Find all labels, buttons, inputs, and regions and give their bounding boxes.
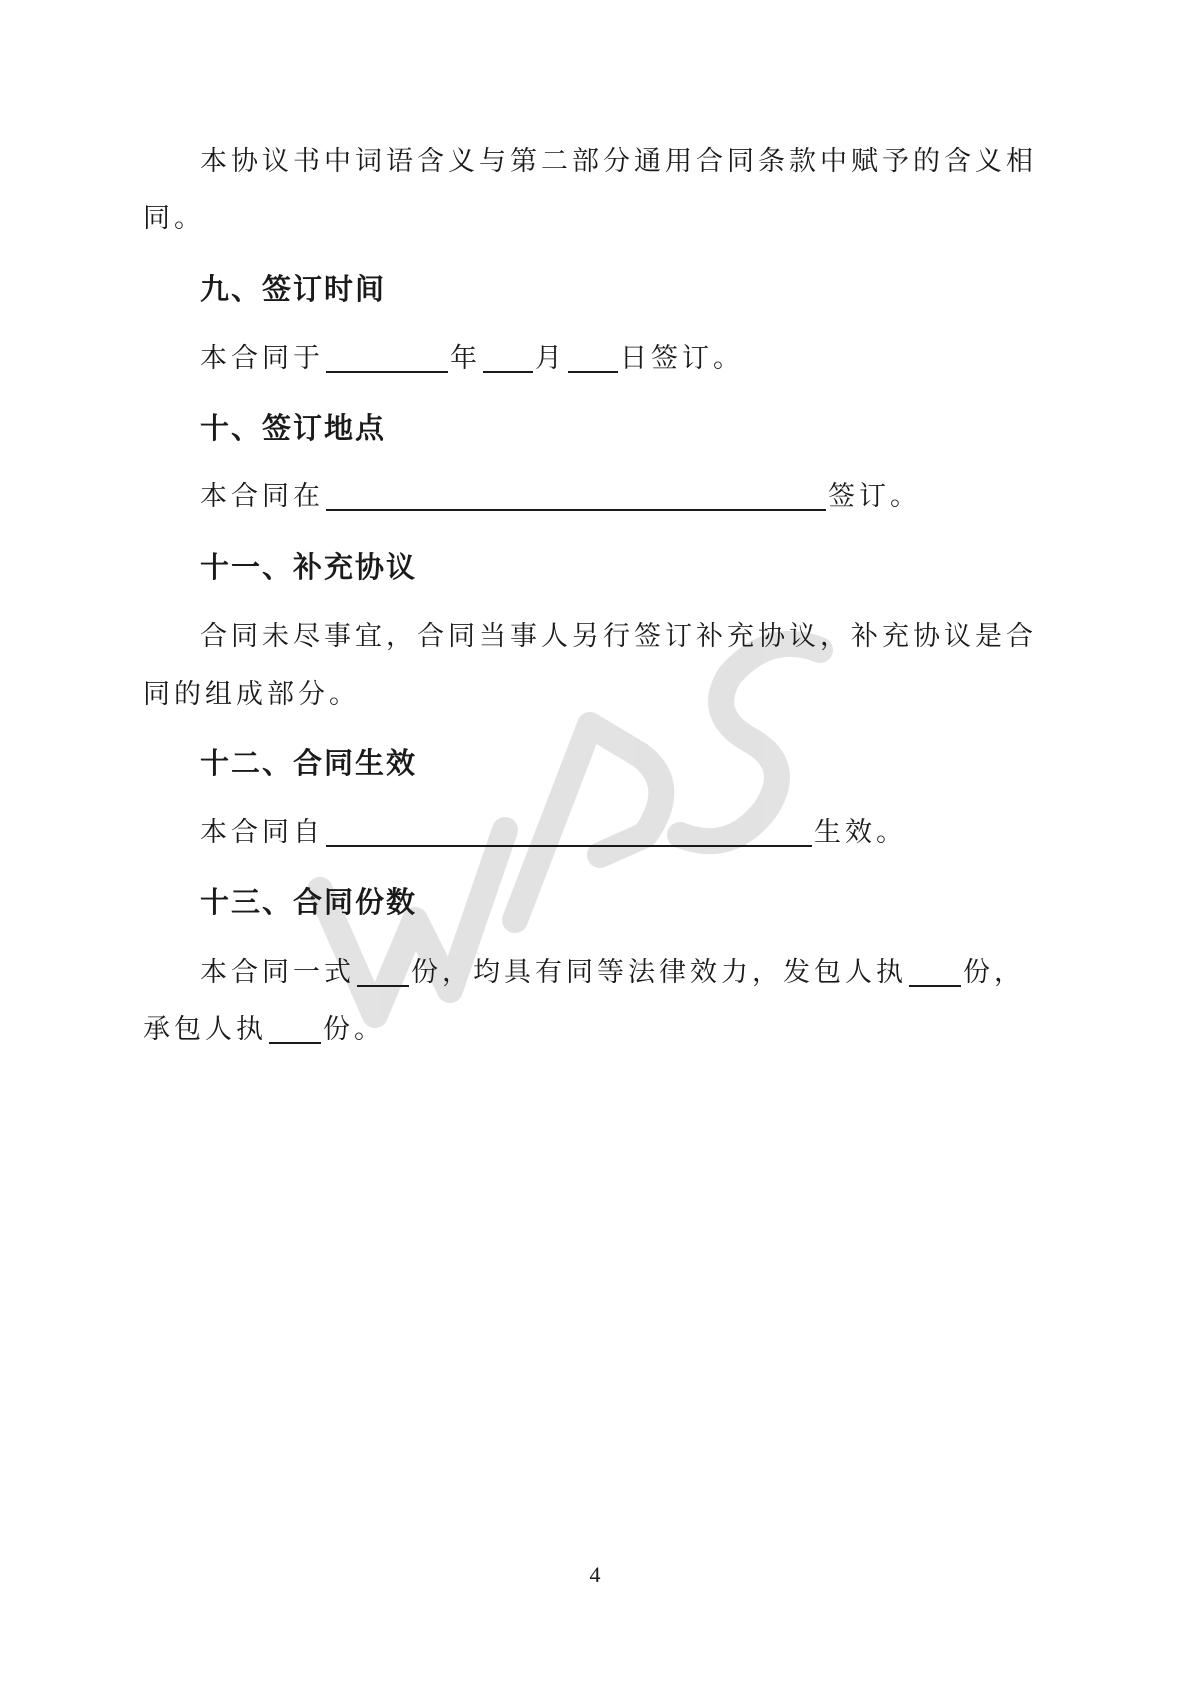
- signing-time-sentence: [200, 341, 744, 377]
- signing-month-label: 月: [535, 343, 566, 374]
- signing-place-blank[interactable]: [326, 479, 826, 511]
- signing-place-sentence: [200, 479, 921, 515]
- copies-employer-blank[interactable]: [909, 955, 961, 987]
- section-heading-contract-copies: 十三、合同份数: [200, 885, 418, 919]
- copies-contractor-suffix: 份。: [323, 1014, 385, 1045]
- copies-total-prefix: 本合同一式: [200, 957, 355, 988]
- effectiveness-suffix: 生效。: [814, 817, 907, 848]
- signing-day-blank[interactable]: [568, 341, 618, 373]
- effectiveness-condition-blank[interactable]: [326, 815, 812, 847]
- copies-total-blank[interactable]: [357, 955, 409, 987]
- copies-employer-suffix: 份，: [963, 957, 1025, 988]
- supplementary-paragraph-line2: 同的组成部分。: [143, 679, 360, 710]
- definition-paragraph-line2: 同。: [143, 203, 205, 234]
- signing-month-blank[interactable]: [483, 341, 533, 373]
- copies-employer-text: 份，均具有同等法律效力，发包人执: [411, 957, 907, 988]
- section-heading-signing-time: 九、签订时间: [200, 272, 387, 306]
- supplementary-paragraph-line1: 合同未尽事宜，合同当事人另行签订补充协议，补充协议是合: [200, 621, 1037, 652]
- watermark-letter-s: [680, 644, 820, 841]
- signing-year-blank[interactable]: [326, 341, 448, 373]
- section-heading-signing-place: 十、签订地点: [200, 411, 387, 445]
- page-number: 4: [589, 1562, 601, 1587]
- effectiveness-sentence: [200, 815, 907, 851]
- definition-paragraph-line1: 本协议书中词语含义与第二部分通用合同条款中赋予的含义相: [200, 146, 1037, 177]
- copies-sentence-line2: [143, 1012, 385, 1048]
- signing-place-suffix: 签订。: [828, 481, 921, 512]
- copies-sentence-line1: [200, 955, 1025, 991]
- copies-contractor-prefix: 承包人执: [143, 1014, 267, 1045]
- signing-place-prefix: 本合同在: [200, 481, 324, 512]
- section-heading-supplementary-agreement: 十一、补充协议: [200, 550, 418, 584]
- signing-year-label: 年: [450, 343, 481, 374]
- signing-time-prefix: 本合同于: [200, 343, 324, 374]
- effectiveness-prefix: 本合同自: [200, 817, 324, 848]
- section-heading-contract-effectiveness: 十二、合同生效: [200, 746, 418, 780]
- copies-contractor-blank[interactable]: [269, 1012, 321, 1044]
- signing-day-suffix: 日签订。: [620, 343, 744, 374]
